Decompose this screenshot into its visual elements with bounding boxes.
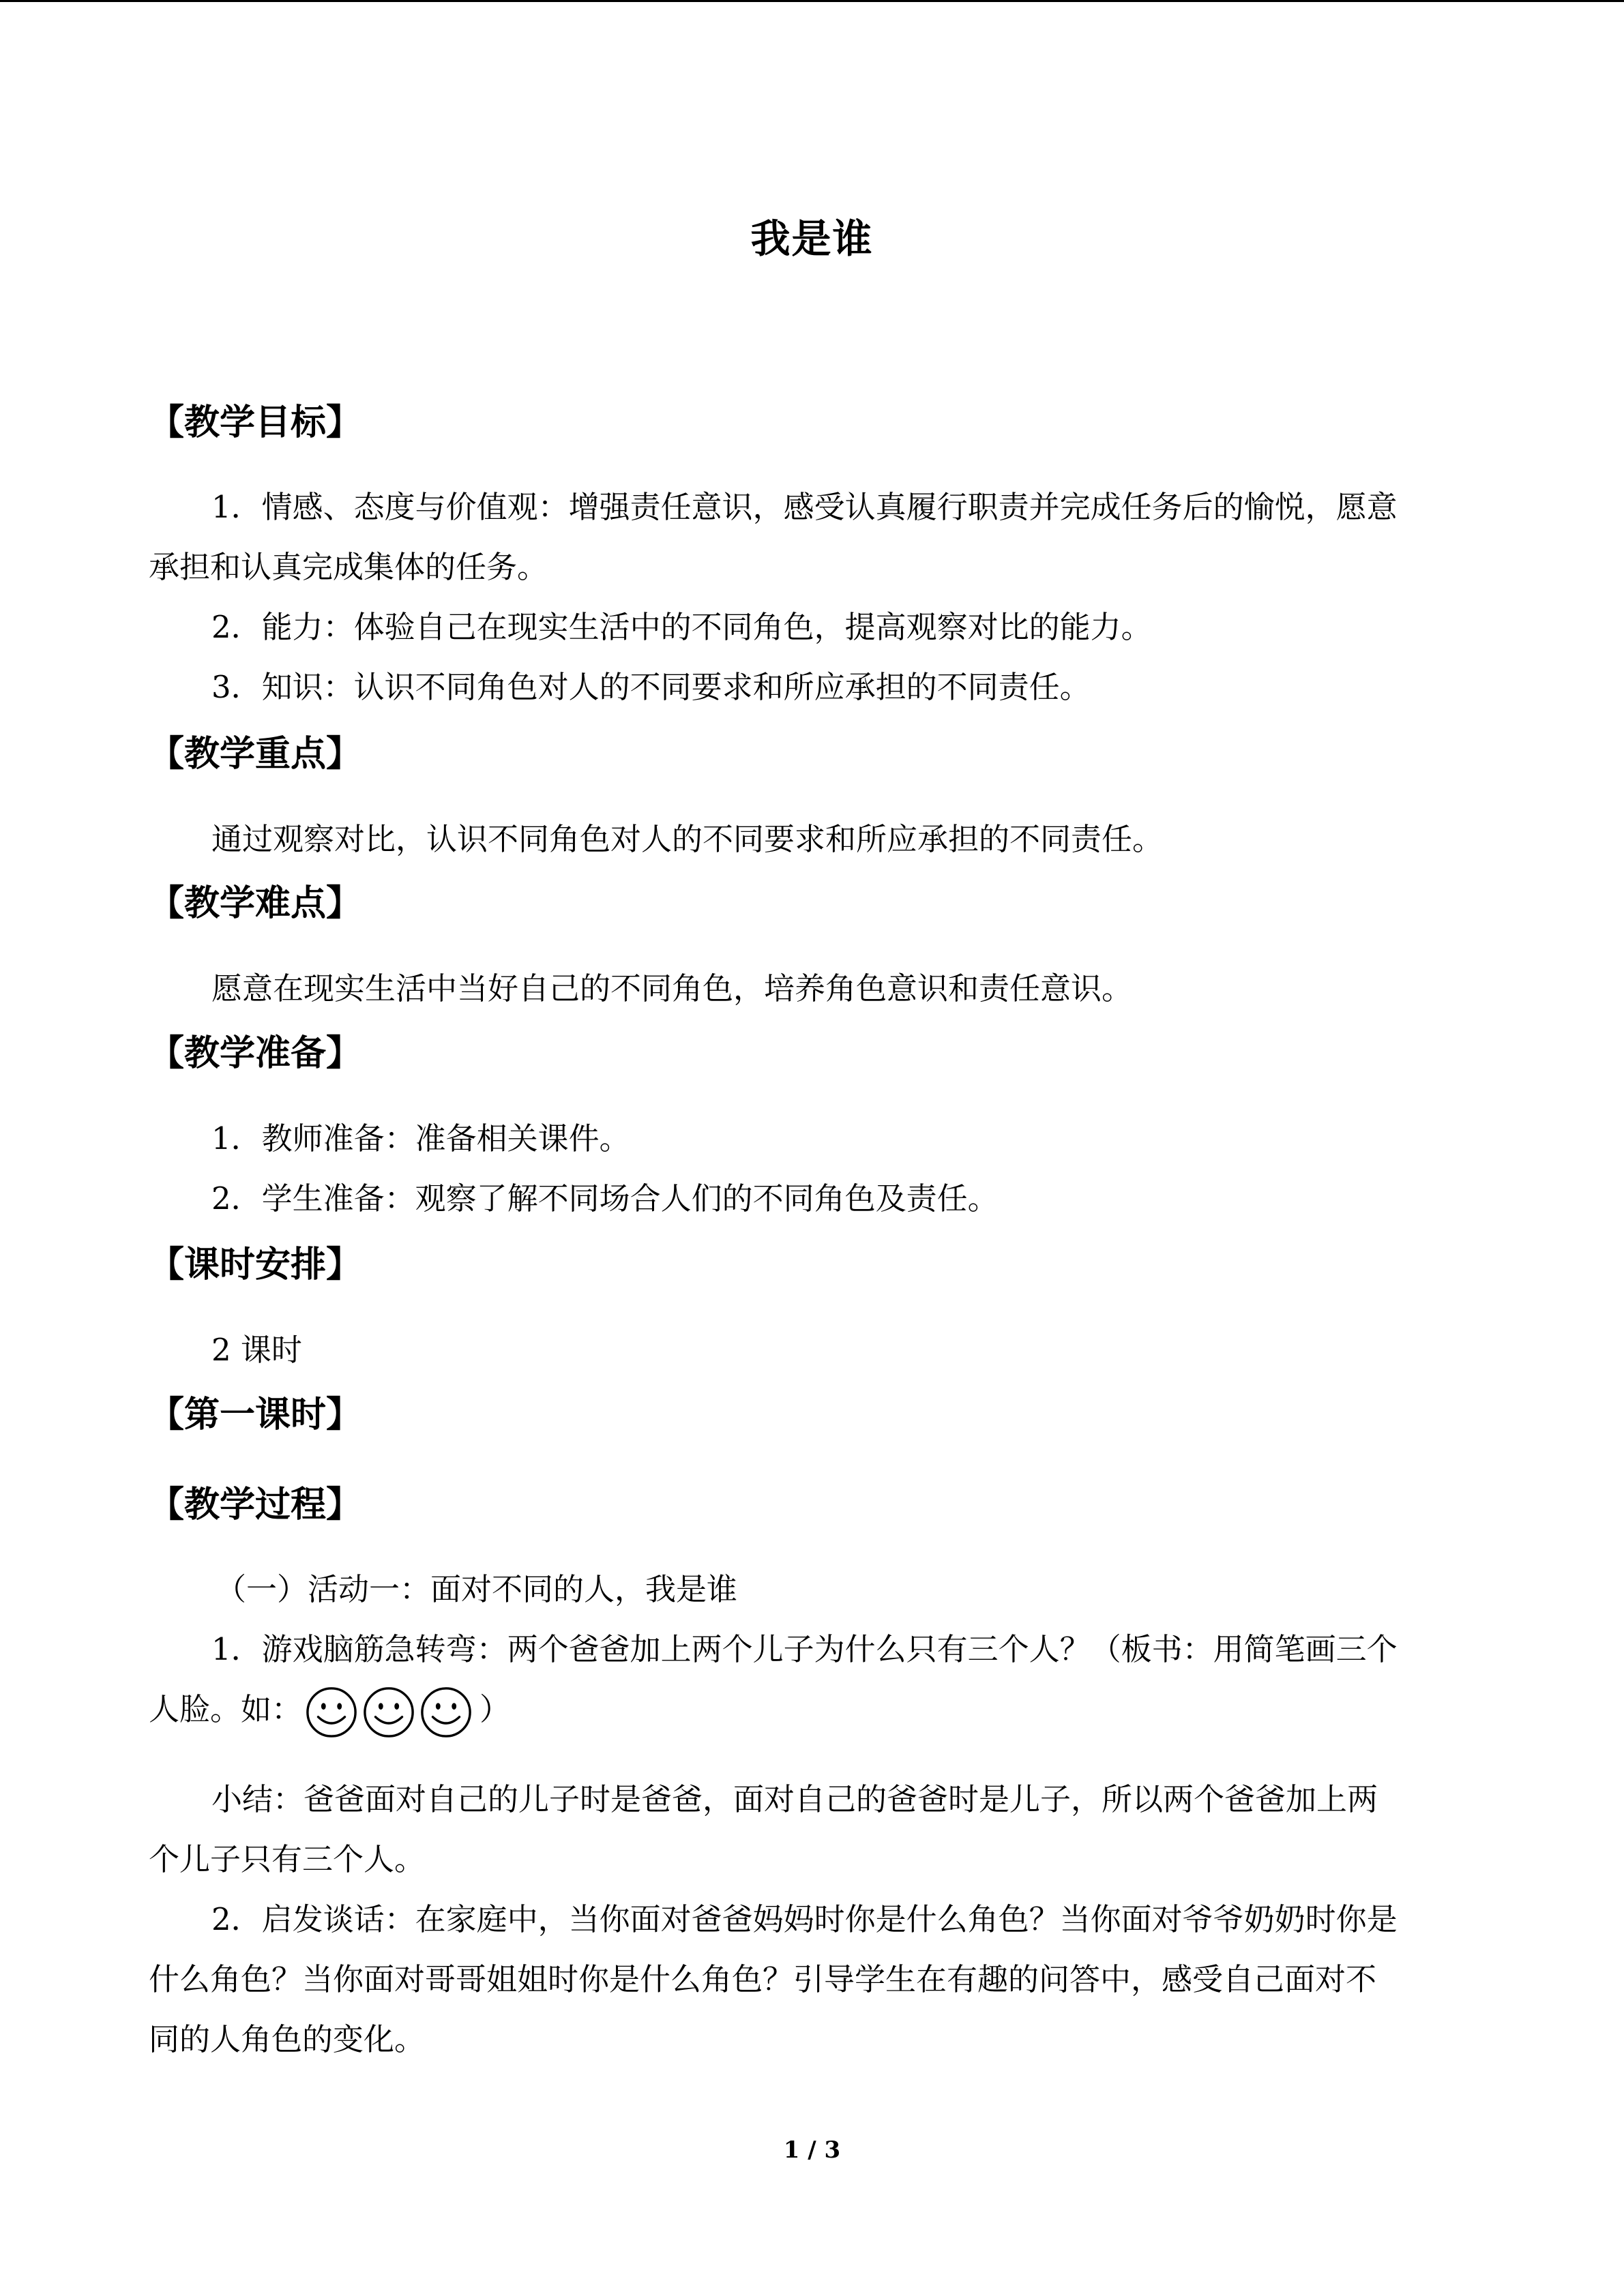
game-line-1: 1．游戏脑筋急转弯：两个爸爸加上两个儿子为什么只有三个人？（板书：用简笔画三个: [211, 1631, 1398, 1667]
summary-line-2: 个儿子只有三个人。: [149, 1841, 426, 1877]
heading-key-points: 【教学重点】: [149, 733, 362, 775]
heading-teaching-process: 【教学过程】: [149, 1484, 362, 1525]
smiley-faces: [305, 1686, 477, 1739]
talk-paragraph: [149, 1890, 1479, 2070]
document-title: 我是谁: [750, 215, 874, 262]
heading-lesson-1: 【第一课时】: [149, 1394, 362, 1435]
goal-item-1: [149, 477, 1479, 597]
difficulties-text: 愿意在现实生活中当好自己的不同角色，培养角色意识和责任意识。: [211, 970, 1133, 1007]
goal-item-3: 3．知识：认识不同角色对人的不同要求和所应承担的不同责任。: [211, 669, 1091, 705]
activity-1-title: （一）活动一：面对不同的人，我是谁: [216, 1571, 738, 1607]
game-line-2: 人脸。如： ）: [149, 1680, 1479, 1740]
heading-teaching-goals: 【教学目标】: [149, 402, 362, 443]
heading-difficulties: 【教学难点】: [149, 882, 362, 924]
page-number: 1 / 3: [783, 2136, 841, 2164]
summary-line-1: 小结：爸爸面对自己的儿子时是爸爸，面对自己的爸爸时是儿子，所以两个爸爸加上两: [211, 1781, 1378, 1817]
preparation-item-2: 2．学生准备：观察了解不同场合人们的不同角色及责任。: [211, 1180, 999, 1217]
smiley-face-icon: [305, 1686, 358, 1739]
schedule-text: 2 课时: [211, 1332, 302, 1368]
game-paragraph: [149, 1620, 1479, 1740]
goal-item-2: 2．能力：体验自己在现实生活中的不同角色，提高观察对比的能力。: [211, 609, 1152, 645]
goal-item-1-line-2: 承担和认真完成集体的任务。: [149, 549, 548, 585]
heading-preparation: 【教学准备】: [149, 1032, 362, 1074]
talk-line-1: 2．启发谈话：在家庭中，当你面对爸爸妈妈时你是什么角色？当你面对爷爷奶奶时你是: [211, 1901, 1398, 1937]
talk-line-2: 什么角色？当你面对哥哥姐姐时你是什么角色？引导学生在有趣的问答中，感受自己面对不: [149, 1961, 1377, 1997]
top-border-rule: [0, 0, 1624, 2]
summary-paragraph: [149, 1770, 1479, 1890]
smiley-face-icon: [362, 1686, 415, 1739]
goal-item-1-line-1: 1．情感、态度与价值观：增强责任意识，感受认真履行职责并完成任务后的愉悦，愿意: [211, 489, 1398, 525]
key-points-text: 通过观察对比，认识不同角色对人的不同要求和所应承担的不同责任。: [211, 821, 1164, 857]
smiley-face-icon: [419, 1686, 473, 1739]
heading-schedule: 【课时安排】: [149, 1244, 362, 1285]
preparation-item-1: 1．教师准备：准备相关课件。: [211, 1120, 630, 1157]
talk-line-3: 同的人角色的变化。: [149, 2021, 426, 2057]
